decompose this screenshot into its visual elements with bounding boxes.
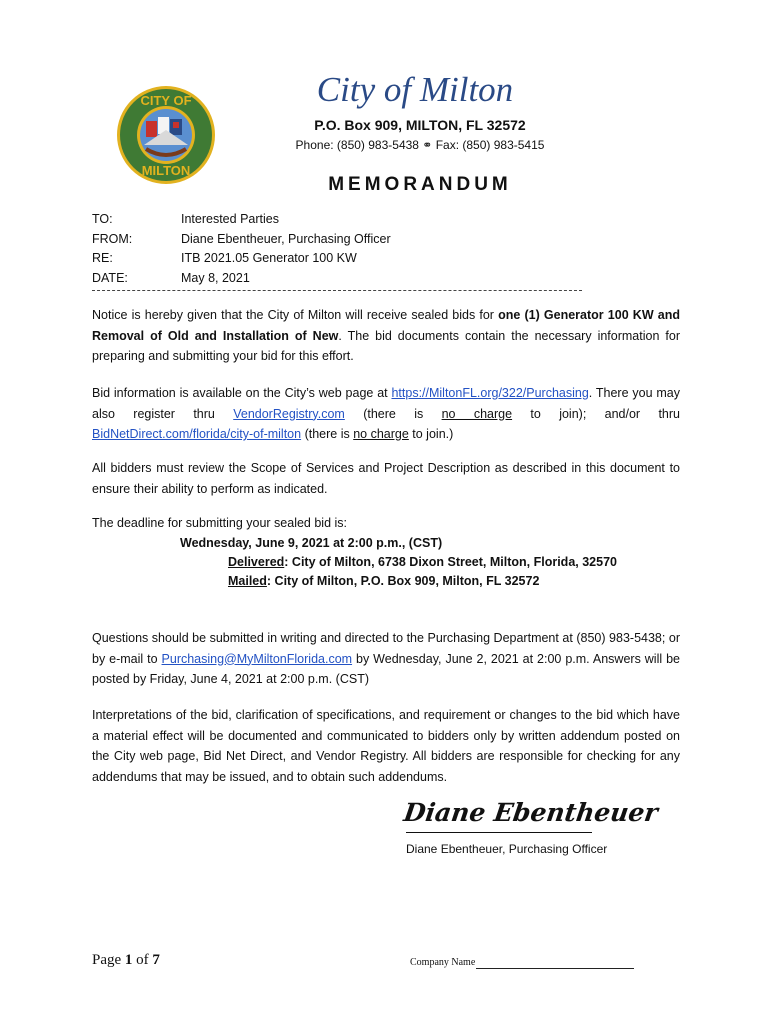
memo-fields [92, 212, 391, 290]
questions-text-end: by Wednesday, June 2, 2021 at 2:00 p.m. Answers will be posted by Friday, June 4, 2021 at 2:00 p.m. (CST) [92, 651, 680, 686]
mailed-label: Mailed [228, 574, 267, 588]
city-seal-icon [116, 85, 216, 185]
field-label: DATE: [92, 270, 128, 285]
memo-field-date [92, 271, 391, 291]
bid-info-text: to join.) [408, 427, 454, 441]
questions-paragraph [92, 628, 680, 690]
field-label: TO: [92, 212, 113, 226]
signer-name: Diane Ebentheuer, Purchasing Officer [406, 842, 608, 856]
bid-info-text: Bid information is available on the City’s web page at [92, 386, 392, 400]
delivered-text: : City of Milton, 6738 Dixon Street, Milton, Florida, 32570 [284, 555, 617, 569]
delivered-address [228, 555, 617, 569]
review-paragraph: All bidders must review the Scope of Services and Project Description as described in this document to ensure their ability to perform as indicated. [92, 461, 680, 496]
deadline-intro: The deadline for submitting your sealed bid is: [92, 516, 348, 530]
bid-info-text: (there is [344, 406, 442, 421]
deadline-date: Wednesday, June 9, 2021 at 2:00 p.m., (CST) [180, 536, 443, 550]
field-value: May 8, 2021 [181, 270, 250, 285]
field-label: FROM: [92, 231, 133, 246]
page-current: 1 [124, 952, 133, 968]
svg-text:CITY OF: CITY OF [140, 93, 192, 108]
memo-heading: MEMORANDUM [328, 174, 512, 195]
no-charge-text: no charge [441, 406, 513, 421]
notice-bold-text: one (1) Generator 100 KW and Removal of Old and Installation of New [92, 308, 680, 343]
bid-info-paragraph [92, 383, 680, 445]
mailed-text: : City of Milton, P.O. Box 909, Milton, FL 32572 [266, 574, 540, 588]
company-name-label: Company Name [410, 957, 476, 968]
field-value: ITB 2021.05 Generator 100 KW [181, 251, 357, 265]
city-title: City of Milton [316, 70, 514, 109]
notice-text-end: . The bid documents contain the necessary information for preparing and submitting your bid for this effort. [92, 328, 680, 363]
company-name-line [476, 968, 634, 969]
purchasing-page-link[interactable]: https://MiltonFL.org/322/Purchasing [391, 386, 589, 400]
svg-text:MILTON: MILTON [141, 163, 191, 178]
page-label: Page [92, 952, 125, 968]
bid-info-text: (there is [301, 427, 354, 441]
delivered-label: Delivered [228, 555, 285, 569]
field-value: Diane Ebentheuer, Purchasing Officer [181, 231, 391, 246]
handwritten-signature: Diane Ebentheuer [401, 798, 660, 827]
mailed-address [228, 574, 539, 588]
questions-text: Questions should be submitted in writing and directed to the Purchasing Department at (850) 983-5438; or by e-mail to [92, 631, 680, 666]
phone-fax-line: Phone: (850) 983-5438 ⚭ Fax: (850) 983-5415 [295, 138, 545, 152]
memo-field-re [92, 251, 391, 271]
vendor-registry-link[interactable]: VendorRegistry.com [233, 406, 345, 421]
notice-text: Notice is hereby given that the City of Milton will receive sealed bids for [92, 308, 499, 322]
interpretations-paragraph: Interpretations of the bid, clarification of specifications, and requirement or changes to the bid which have a material effect will be documented and communicated to bidders only by written addendum posted on the City web page, Bid Net Direct, and Vendor Registry. All bidders are responsible for checking for any addendums that may be issued, and to obtain such addendums. [92, 708, 680, 784]
page-number [92, 952, 160, 969]
field-label: RE: [92, 251, 113, 265]
bid-info-text: to join); and/or thru [512, 406, 680, 421]
address-line: P.O. Box 909, MILTON, FL 32572 [314, 117, 526, 133]
signature-underline [406, 832, 592, 833]
purchasing-email-link[interactable]: Purchasing@MyMiltonFlorida.com [161, 651, 353, 666]
memo-field-to [92, 212, 391, 232]
dashed-divider [92, 290, 582, 291]
page-total: 7 [152, 952, 160, 968]
notice-paragraph [92, 305, 680, 367]
page-of: of [132, 952, 153, 968]
no-charge-text: no charge [353, 427, 409, 441]
field-value: Interested Parties [181, 212, 279, 226]
bid-info-text: . There you may also register thru [92, 386, 680, 421]
memo-field-from [92, 232, 391, 252]
bidnet-direct-link[interactable]: BidNetDirect.com/florida/city-of-milton [92, 427, 302, 441]
